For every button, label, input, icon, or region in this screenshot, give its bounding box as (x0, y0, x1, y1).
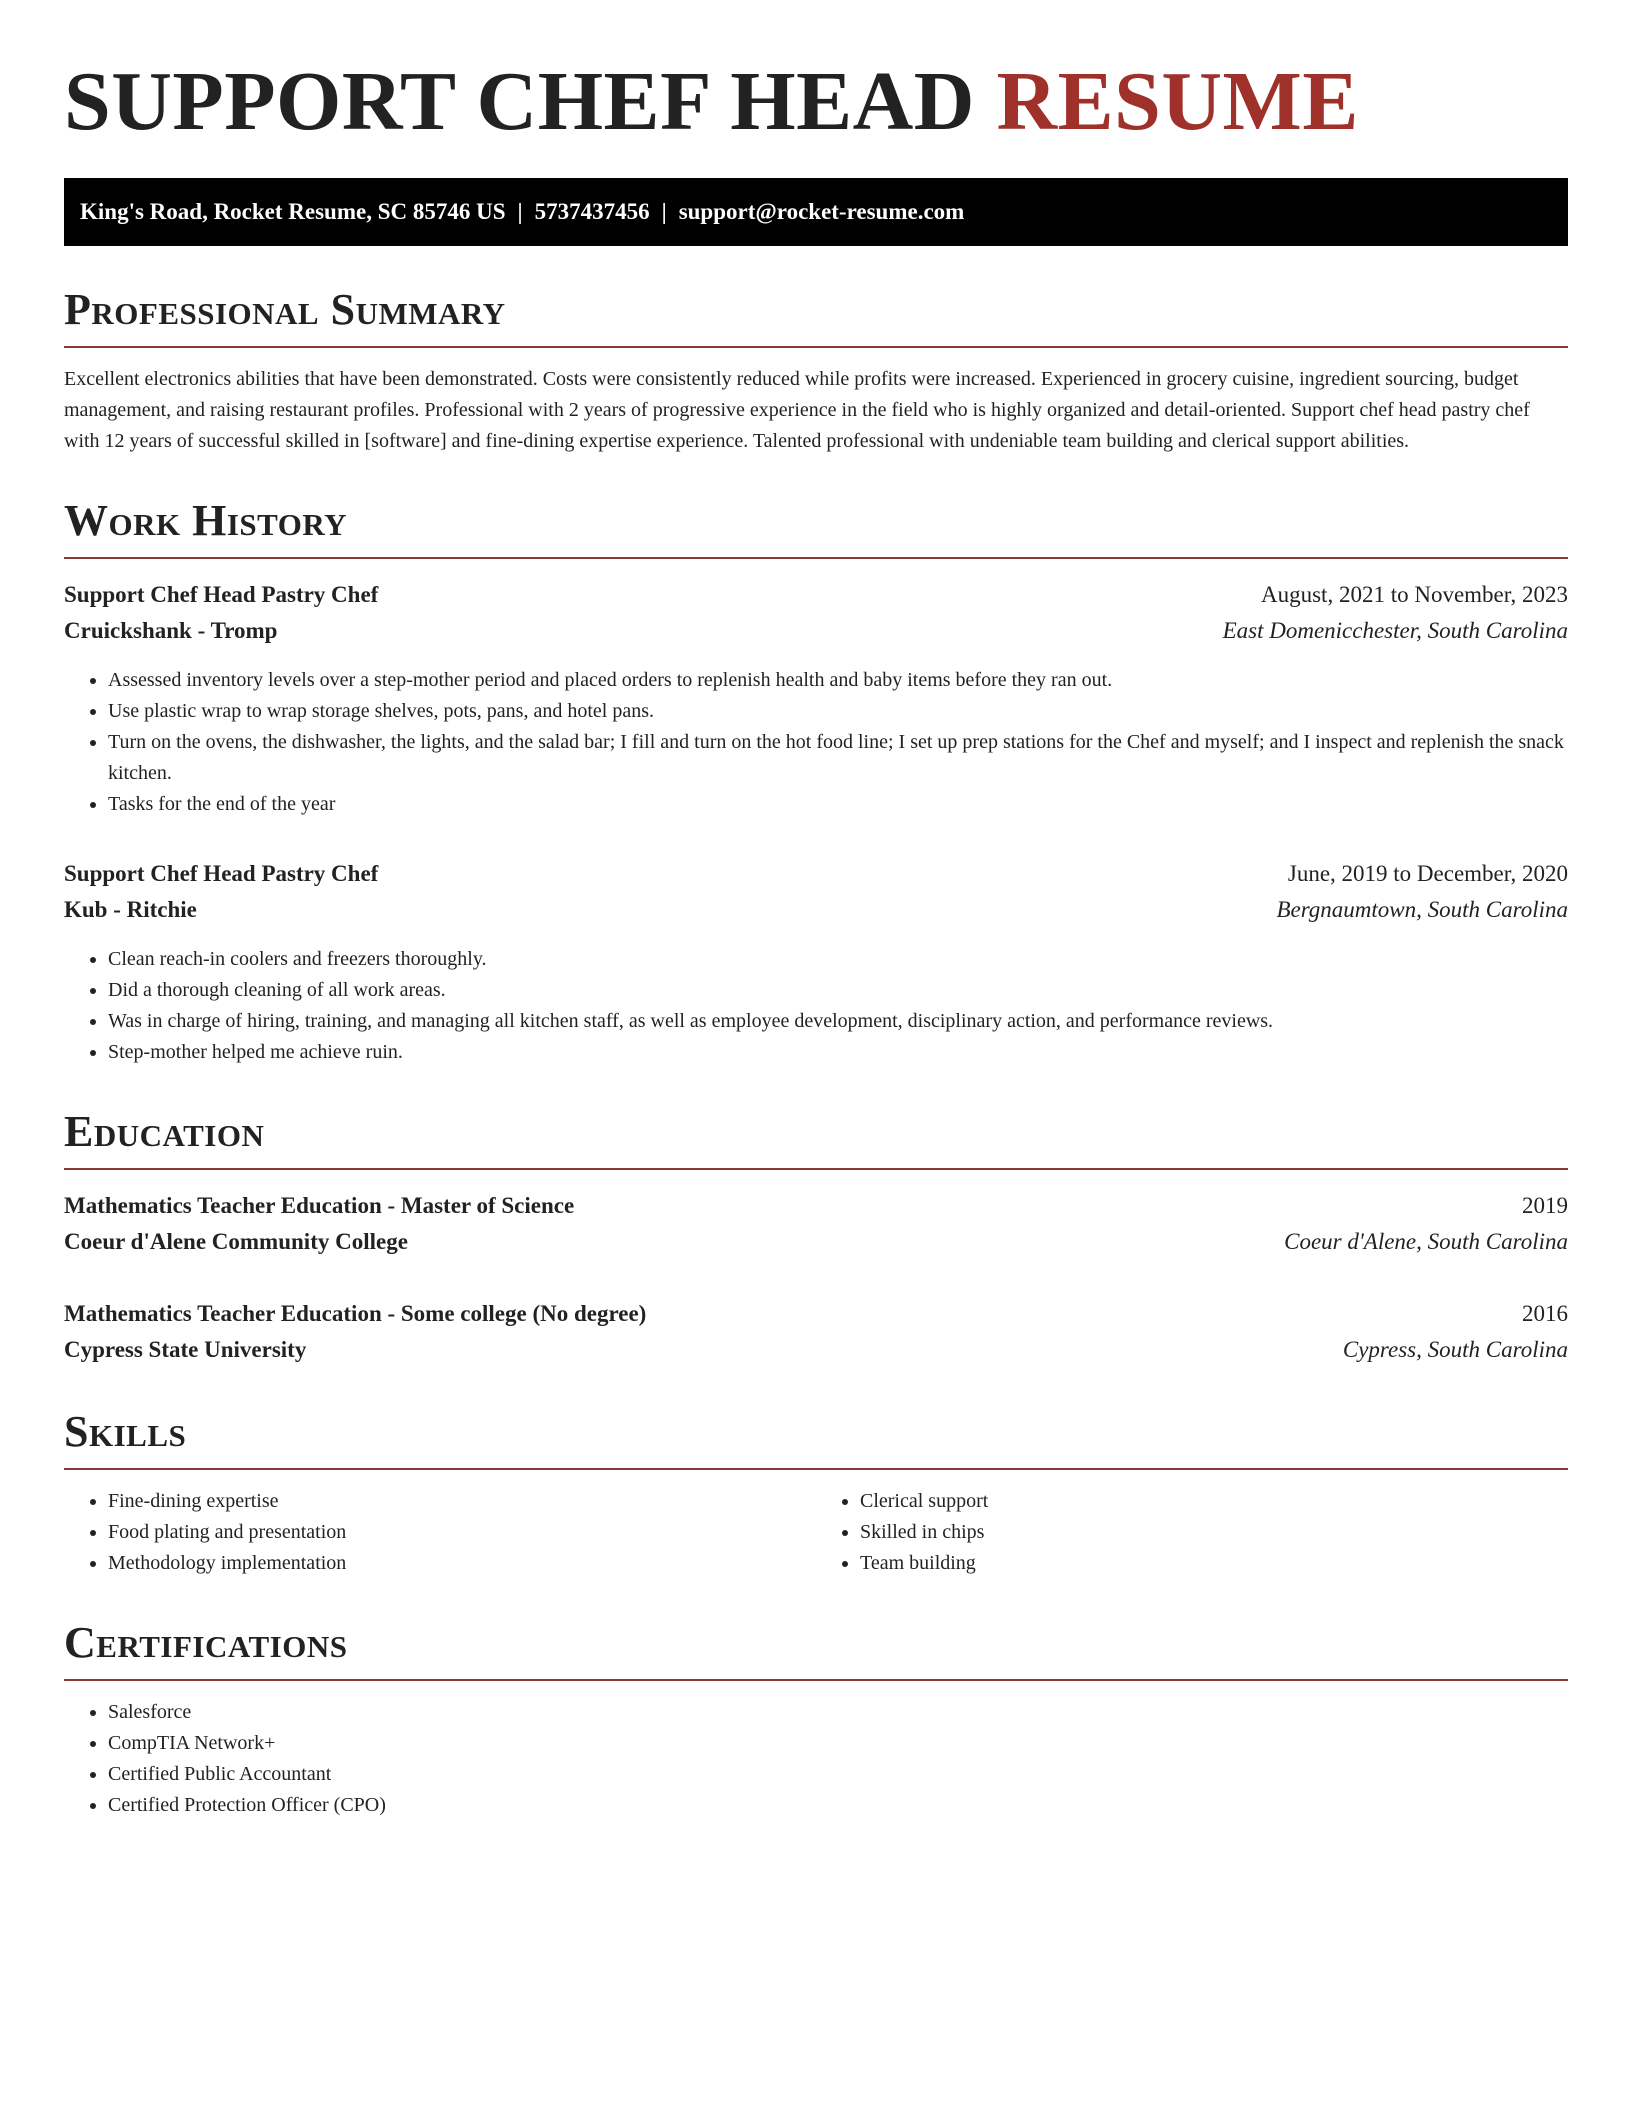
skills-heading: Skills (64, 1406, 1568, 1470)
education-location: Cypress, South Carolina (1342, 1337, 1568, 1362)
job-bullet: • Assessed inventory levels over a step-mother period and placed orders to replenish health and baby items before they ran out. (108, 665, 1568, 696)
education-entry (64, 1188, 1568, 1260)
certification-item: • Salesforce (108, 1697, 1568, 1728)
education-location: Coeur d'Alene, South Carolina (1284, 1229, 1568, 1254)
job-bullets (64, 665, 1568, 820)
certifications-list (64, 1697, 1568, 1821)
contact-address: King's Road, Rocket Resume, SC 85746 US (80, 199, 506, 224)
job-bullet: • Step-mother helped me achieve ruin. (108, 1037, 1568, 1068)
job-dates: August, 2021 to November, 2023 (1261, 582, 1568, 607)
certification-item: • Certified Public Accountant (108, 1759, 1568, 1790)
job-bullets (64, 944, 1568, 1068)
job-company-row (64, 613, 1568, 649)
resume-title (64, 0, 1568, 150)
skill-item: • Skilled in chips (860, 1517, 1568, 1548)
education-school-row (64, 1332, 1568, 1368)
skill-item: • Methodology implementation (108, 1548, 816, 1579)
skills-section (64, 1406, 1568, 1579)
education-school: Coeur d'Alene Community College (64, 1229, 408, 1254)
job-location: Bergnaumtown, South Carolina (1276, 897, 1568, 922)
job-bullet: • Turn on the ovens, the dishwasher, the lights, and the salad bar; I fill and turn on the hot food line; I set up prep stations for the Chef and myself; and I inspect and replenish the snack kitchen. (108, 727, 1568, 789)
summary-heading: Professional Summary (64, 284, 1568, 348)
skills-grid (64, 1486, 1568, 1579)
job-title: Support Chef Head Pastry Chef (64, 582, 379, 607)
education-degree-row (64, 1296, 1568, 1332)
job-entry (64, 577, 1568, 820)
job-title: Support Chef Head Pastry Chef (64, 861, 379, 886)
skill-item: • Clerical support (860, 1486, 1568, 1517)
job-company: Cruickshank - Tromp (64, 618, 278, 643)
certification-item: • Certified Protection Officer (CPO) (108, 1790, 1568, 1821)
education-section (64, 1106, 1568, 1368)
certification-item: • CompTIA Network+ (108, 1728, 1568, 1759)
title-main: SUPPORT CHEF HEAD (64, 55, 975, 148)
certifications-section (64, 1617, 1568, 1821)
contact-separator: | (517, 199, 523, 224)
work-history-heading: Work History (64, 495, 1568, 559)
resume-page (64, 0, 1568, 1821)
job-header-row (64, 577, 1568, 613)
job-company-row (64, 892, 1568, 928)
contact-separator: | (661, 199, 667, 224)
work-history-section (64, 495, 1568, 1068)
job-bullet: • Was in charge of hiring, training, and managing all kitchen staff, as well as employee development, disciplinary action, and performance reviews. (108, 1006, 1568, 1037)
education-year: 2019 (1522, 1193, 1568, 1218)
education-degree-row (64, 1188, 1568, 1224)
job-bullet: • Tasks for the end of the year (108, 789, 1568, 820)
certifications-heading: Certifications (64, 1617, 1568, 1681)
job-bullet: • Did a thorough cleaning of all work areas. (108, 975, 1568, 1006)
job-header-row (64, 856, 1568, 892)
contact-phone: 5737437456 (534, 199, 650, 224)
education-school-row (64, 1224, 1568, 1260)
education-entry (64, 1296, 1568, 1368)
skill-item: • Food plating and presentation (108, 1517, 816, 1548)
job-entry (64, 856, 1568, 1068)
job-bullet: • Use plastic wrap to wrap storage shelves, pots, pans, and hotel pans. (108, 696, 1568, 727)
title-accent: RESUME (996, 55, 1359, 148)
skill-item: • Fine-dining expertise (108, 1486, 816, 1517)
education-school: Cypress State University (64, 1337, 307, 1362)
education-heading: Education (64, 1106, 1568, 1170)
job-location: East Domenicchester, South Carolina (1222, 618, 1568, 643)
job-dates: June, 2019 to December, 2020 (1287, 861, 1568, 886)
education-degree: Mathematics Teacher Education - Some college (No degree) (64, 1301, 647, 1326)
education-year: 2016 (1522, 1301, 1568, 1326)
summary-section (64, 284, 1568, 457)
education-degree: Mathematics Teacher Education - Master of Science (64, 1193, 575, 1218)
contact-email: support@rocket-resume.com (678, 199, 965, 224)
skill-item: • Team building (860, 1548, 1568, 1579)
job-bullet: • Clean reach-in coolers and freezers thoroughly. (108, 944, 1568, 975)
job-company: Kub - Ritchie (64, 897, 197, 922)
skills-column-right (816, 1486, 1568, 1579)
summary-text: Excellent electronics abilities that have been demonstrated. Costs were consistently reduced while profits were increased. Experienced in grocery cuisine, ingredient sourcing, budget management, and raising restaurant profiles. Professional with 2 years of progressive experience in the field who is highly organized and detail-oriented. Support chef head pastry chef with 12 years of successful skilled in [software] and fine-dining expertise experience. Talented professional with undeniable team building and clerical support abilities. (64, 368, 1530, 452)
contact-bar (64, 178, 1568, 246)
skills-column-left (64, 1486, 816, 1579)
